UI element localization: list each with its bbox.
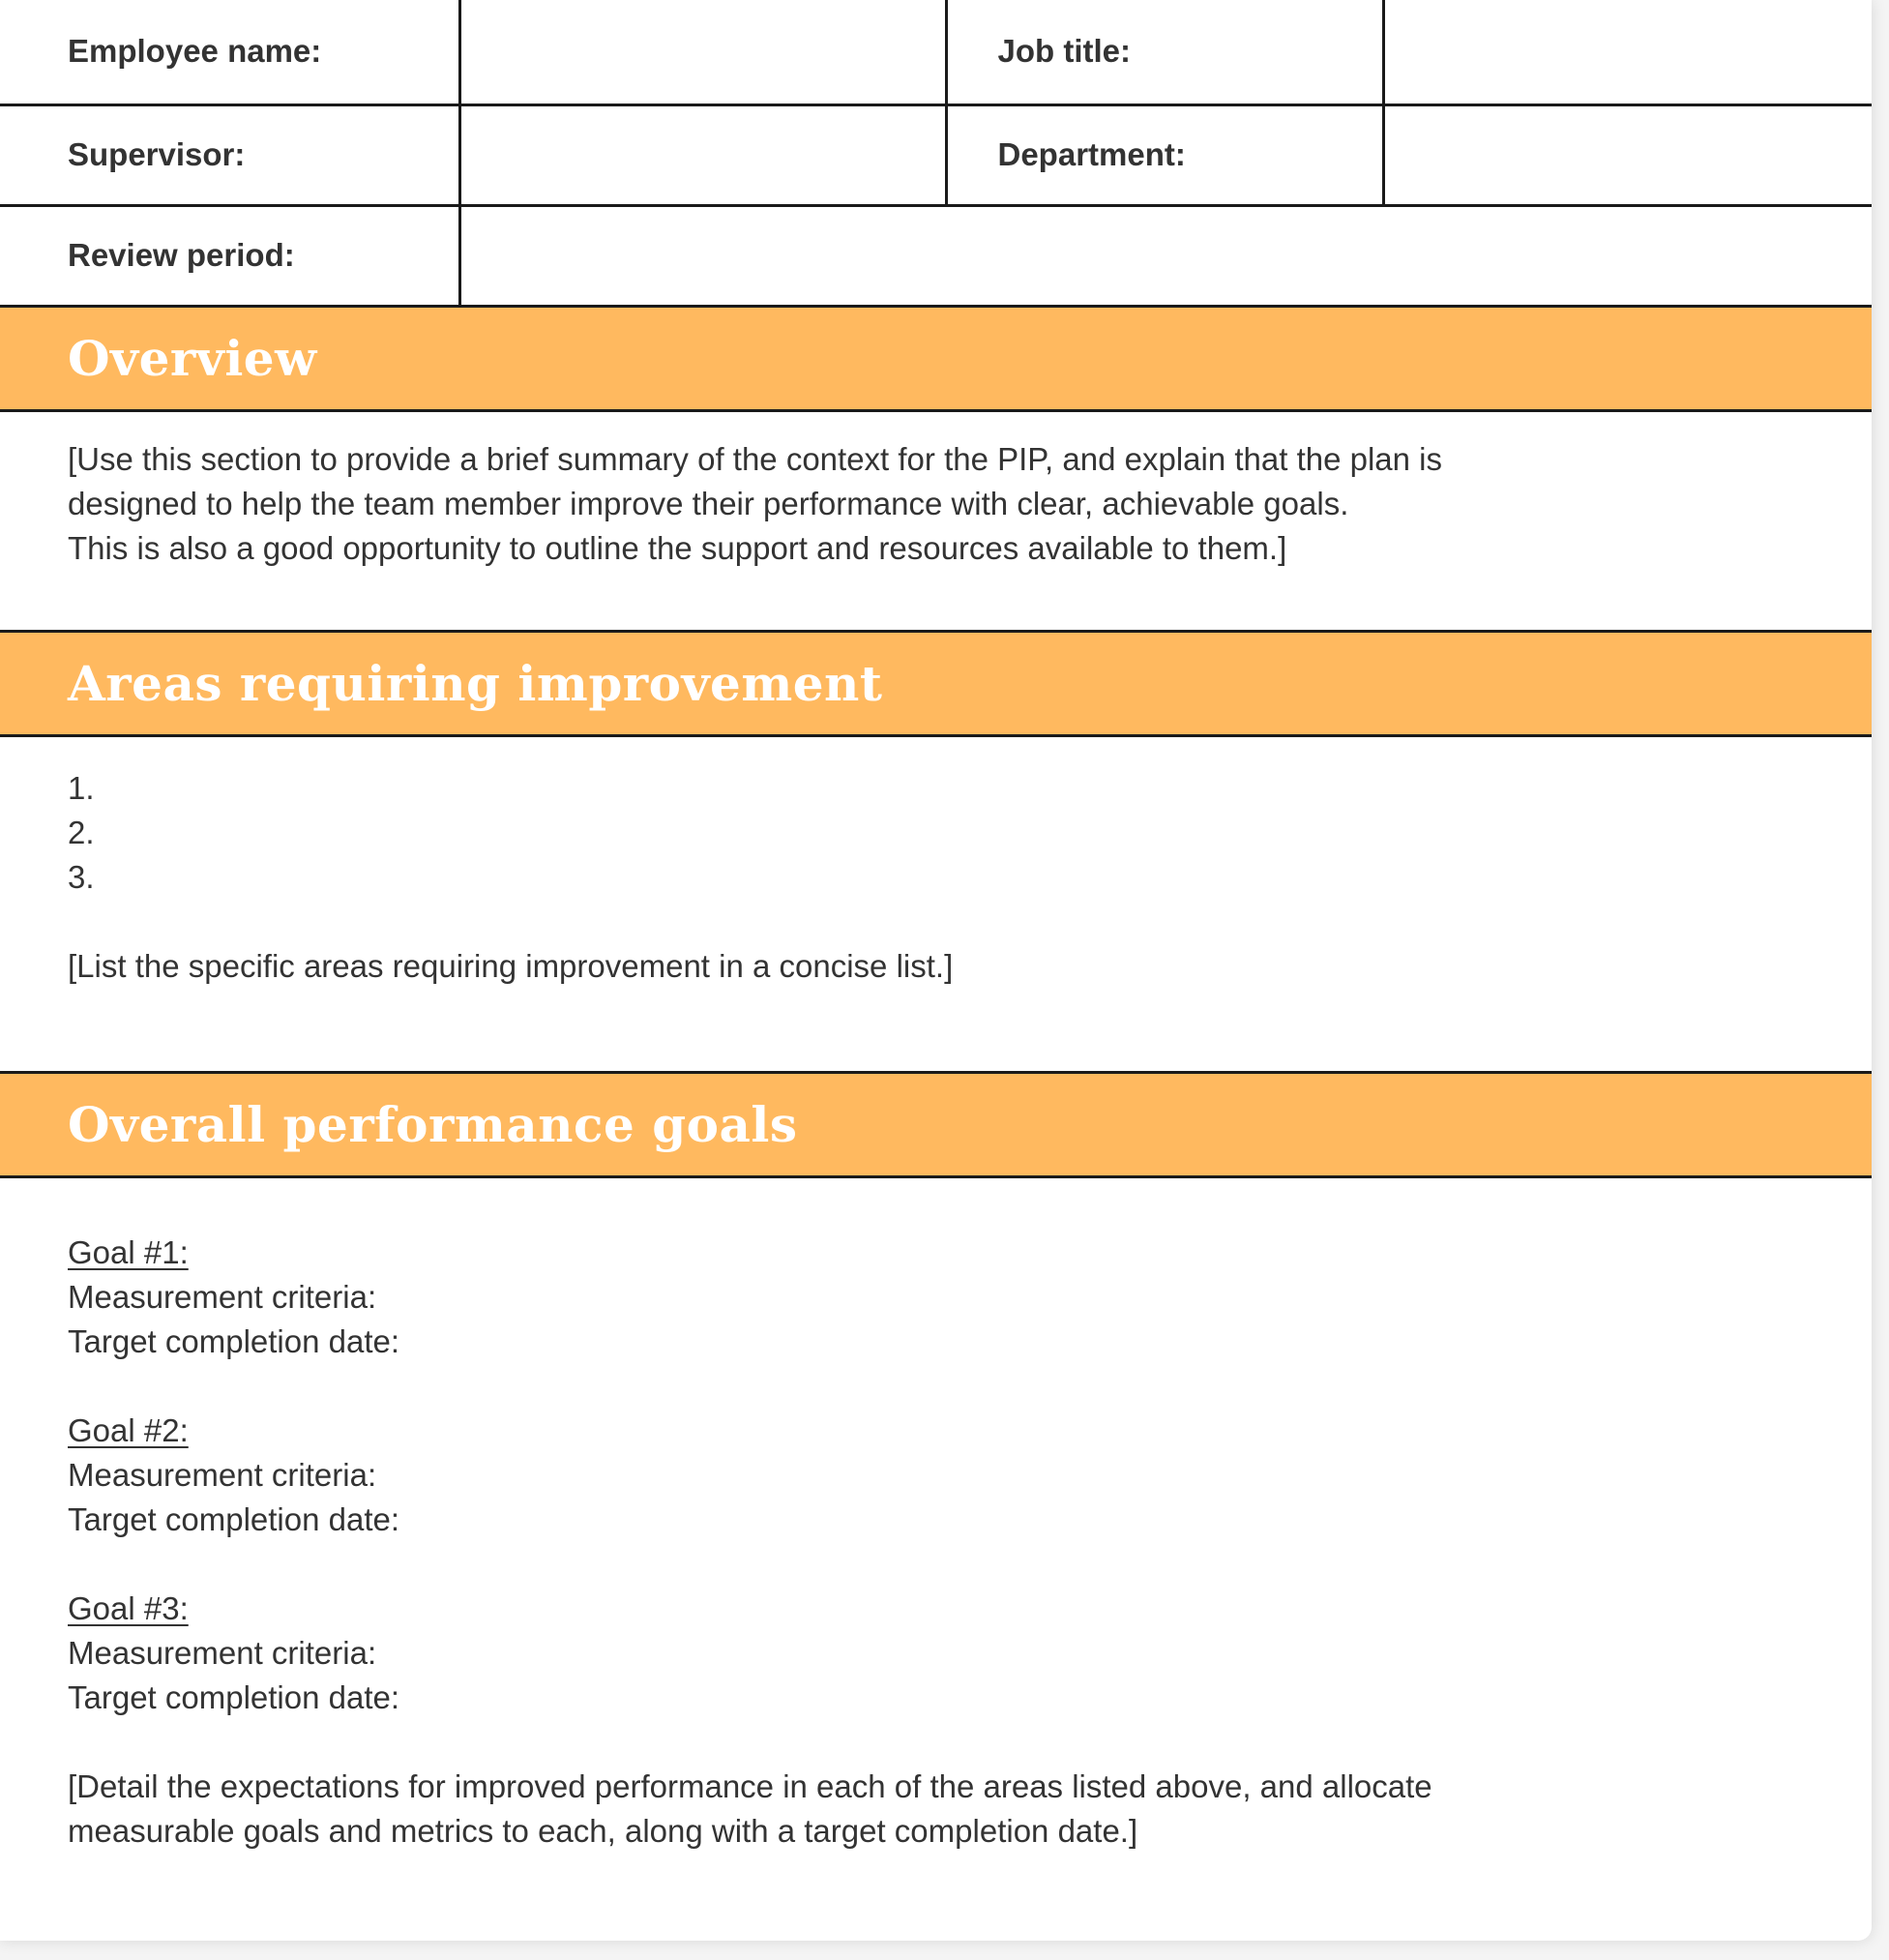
goal-target-date: Target completion date: bbox=[68, 1322, 400, 1359]
list-item: 3. bbox=[68, 858, 95, 895]
goal-block bbox=[68, 1231, 1814, 1364]
overview-body[interactable] bbox=[0, 412, 1872, 630]
goals-title: Overall performance goals bbox=[68, 1095, 798, 1153]
goal-measurement: Measurement criteria: bbox=[68, 1456, 377, 1493]
overview-line: This is also a good opportunity to outline the support and resources available to them.] bbox=[68, 529, 1287, 566]
goal-target-date: Target completion date: bbox=[68, 1678, 400, 1715]
areas-body[interactable] bbox=[0, 737, 1872, 1071]
department-field[interactable] bbox=[1383, 104, 1872, 205]
areas-instruction: [List the specific areas requiring improvement in a concise list.] bbox=[68, 947, 954, 984]
areas-section-header bbox=[0, 630, 1872, 737]
goal-block bbox=[68, 1409, 1814, 1542]
list-item: 2. bbox=[68, 814, 95, 850]
info-row-employee bbox=[0, 0, 1872, 104]
goal-block bbox=[68, 1587, 1814, 1720]
spacer bbox=[68, 1364, 1814, 1409]
goal-title: Goal #1: bbox=[68, 1233, 189, 1270]
employee-name-label: Employee name: bbox=[0, 0, 459, 104]
spacer bbox=[68, 1542, 1814, 1587]
goal-title: Goal #3: bbox=[68, 1589, 189, 1626]
employee-info-table bbox=[0, 0, 1872, 308]
goals-instruction: [Detail the expectations for improved performance in each of the areas listed above, and allocate bbox=[68, 1767, 1432, 1804]
info-row-supervisor bbox=[0, 104, 1872, 205]
overview-line: designed to help the team member improve their performance with clear, achievable goals. bbox=[68, 485, 1349, 521]
overview-title: Overview bbox=[68, 329, 317, 387]
goals-section-header bbox=[0, 1071, 1872, 1178]
goals-instruction: measurable goals and metrics to each, along with a target completion date.] bbox=[68, 1812, 1138, 1849]
review-period-field[interactable] bbox=[459, 205, 1872, 306]
goals-body[interactable] bbox=[0, 1178, 1872, 1854]
list-item: 1. bbox=[68, 769, 95, 806]
overview-line: [Use this section to provide a brief summary of the context for the PIP, and explain that the plan is bbox=[68, 440, 1442, 477]
overview-section-header bbox=[0, 308, 1872, 412]
info-row-review-period bbox=[0, 205, 1872, 306]
goal-measurement: Measurement criteria: bbox=[68, 1634, 377, 1671]
department-label: Department: bbox=[946, 104, 1383, 205]
supervisor-field[interactable] bbox=[459, 104, 946, 205]
job-title-field[interactable] bbox=[1383, 0, 1872, 104]
review-period-label: Review period: bbox=[0, 205, 459, 306]
goal-measurement: Measurement criteria: bbox=[68, 1278, 377, 1315]
spacer bbox=[68, 900, 1814, 944]
supervisor-label: Supervisor: bbox=[0, 104, 459, 205]
employee-name-field[interactable] bbox=[459, 0, 946, 104]
goal-target-date: Target completion date: bbox=[68, 1500, 400, 1537]
areas-title: Areas requiring improvement bbox=[68, 654, 883, 712]
job-title-label: Job title: bbox=[946, 0, 1383, 104]
spacer bbox=[68, 1720, 1814, 1765]
goal-title: Goal #2: bbox=[68, 1411, 189, 1448]
